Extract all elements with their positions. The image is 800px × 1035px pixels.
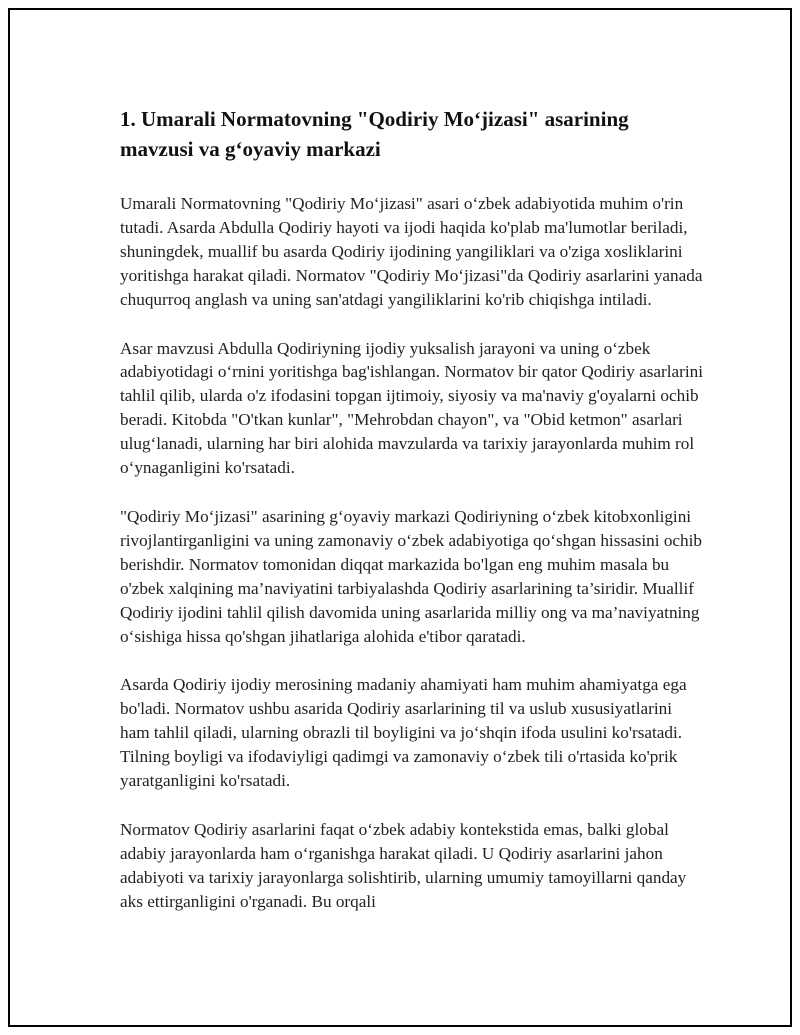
- section-heading: 1. Umarali Normatovning "Qodiriy Mo‘jizasi" asarining mavzusi va g‘oyaviy markazi: [120, 107, 629, 161]
- document-page: [8, 8, 792, 1027]
- paragraph-cultural-significance: Asarda Qodiriy ijodiy merosining madaniy ahamiyati ham muhim ahamiyatga ega bo'ladi. Normatov ushbu asarida Qodiriy asarlarining til va uslub xususiyatlarini ham tahlil qiladi, ularning obrazli til boyligini va jo‘shqin ifoda usulini ko'rsatadi. Tilning boyligi va ifodaviyligi qadimgi va zamonaviy o‘zbek tili o'rtasida ko'prik yaratganligini ko'rsatadi.: [120, 675, 687, 791]
- paragraph-global-context: Normatov Qodiriy asarlarini faqat o‘zbek adabiy kontekstida emas, balki global adabiy jarayonlarda ham o‘rganishga harakat qiladi. U Qodiriy asarlarini jahon adabiyoti va tarixiy jarayonlarga solishtirib, ularning umumiy tamoyillarni qanday aks ettirganligini o'rganadi. Bu orqali: [120, 819, 687, 911]
- paragraph-intro: Umarali Normatovning "Qodiriy Mo‘jizasi" asari o‘zbek adabiyotida muhim o'rin tutadi. Asarda Abdulla Qodiriy hayoti va ijodi haqida ko'plab ma'lumotlar beriladi, shuningdek, muallif bu asarda Qodiriy ijodining yangiliklari va o'ziga xosliklarini yoritishga harakat qiladi. Normatov "Qodiriy Mo‘jizasi"da Qodiriy asarlarini yanada chuqurroq anglash va uning san'atdagi yangiliklarini ko'rib chiqishga intiladi.: [120, 194, 703, 309]
- paragraph-theme: Asar mavzusi Abdulla Qodiriyning ijodiy yuksalish jarayoni va uning o‘zbek adabiyotidagi o‘rnini yoritishga bag'ishlangan. Normatov bir qator Qodiriy asarlarini tahlil qilib, ularda o'z ifodasini topgan ijtimoiy, siyosiy va ma'naviy g'oyalarni ochib beradi. Kitobda "O'tkan kunlar", "Mehrobdan chayon", va "Obid ketmon" asarlari ulug‘lanadi, ularning har biri alohida mavzularda va tarixiy jarayonlarda muhim rol o‘ynaganligini ko'rsatadi.: [120, 338, 704, 478]
- paragraph-ideological-center: "Qodiriy Mo‘jizasi" asarining g‘oyaviy markazi Qodiriyning o‘zbek kitobxonligini rivojlantirganligini va uning zamonaviy o‘zbek adabiyotiga qo‘shgan hissasini ochib berishdir. Normatov tomonidan diqqat markazida bo'lgan eng muhim masala bu o'zbek xalqining ma’naviyatini tarbiyalashda Qodiriy asarlarining ta’siridir. Muallif Qodiriy ijodini tahlil qilish davomida uning asarlarida milliy ong va ma’naviyatning o‘sishiga hissa qo'shgan jihatlariga alohida e'tibor qaratadi.: [120, 506, 703, 646]
- document-body: [120, 104, 705, 939]
